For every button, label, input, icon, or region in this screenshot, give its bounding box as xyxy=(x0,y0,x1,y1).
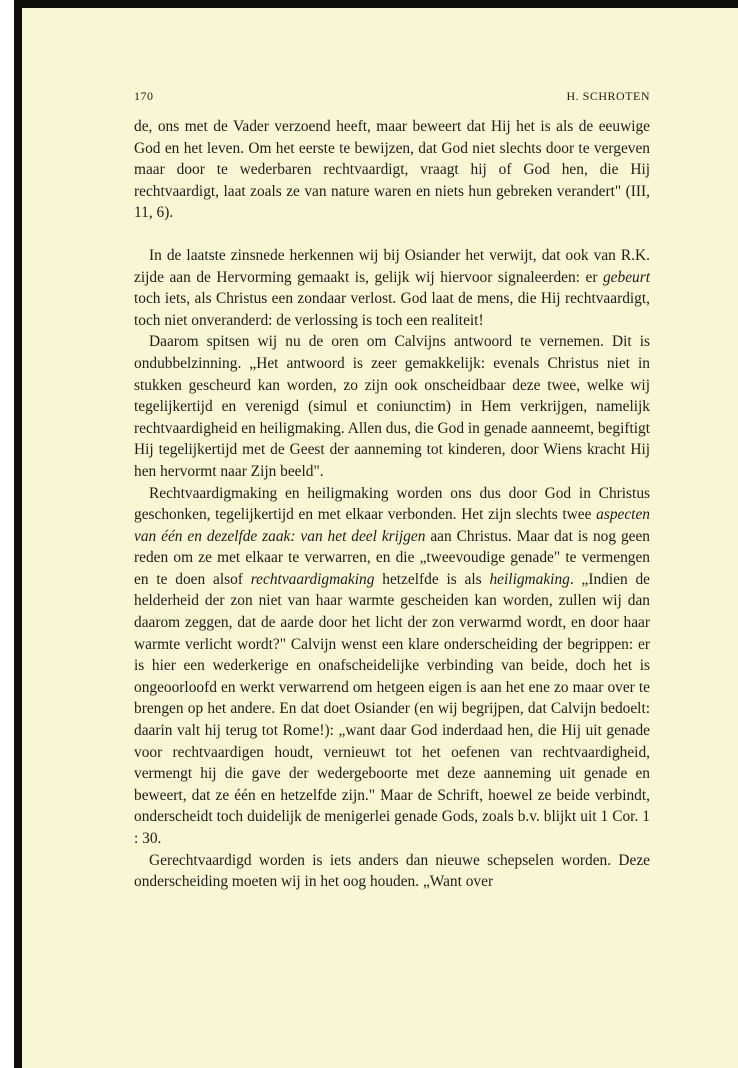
text-run: toch iets, als Christus een zondaar verlost. God laat de mens, die Hij rechtvaardigt, toch niet onveranderd: de verlossing is toch een realiteit! xyxy=(134,290,650,329)
paragraph xyxy=(134,850,650,893)
page-header xyxy=(134,89,650,107)
italic-run: heiligmaking xyxy=(489,570,570,588)
text-run: . „Indien de helderheid der zon niet van haar warmte gescheiden kan worden, zullen wij dan daarom zeggen, dat de aarde door het licht der zon verwarmd wordt, en door haar warmte verlicht wordt?" Calvijn wenst een klare onderscheiding der begrippen: er is hier een wederkerige en onafscheidelijke verbinding van beide, doch het is ongeoorloofd en werkt verwarrend om hetgeen eigen is aan het ene zo maar over te brengen op het andere. En dat doet Osiander (en wij begrijpen, dat Calvijn bedoelt: daarin valt hij terug tot Rome!): „want daar God inderdaad hen, die Hij uit genade voor rechtvaardigen houdt, vernieuwt tot het oefenen van rechtvaardigheid, vermengt hij die gave der wedergeboorte met deze aanneming uit genade en beweert, dat ze één en hetzelfde zijn." Maar de Schrift, hoewel ze beide verbindt, onderscheidt toch duidelijk de menigerlei genade Gods, zoals b.v. blijkt uit 1 Cor. 1 : 30. xyxy=(134,570,651,847)
page-number: 170 xyxy=(134,89,154,103)
scan-top-edge xyxy=(14,0,738,8)
running-head: H. SCHROTEN xyxy=(566,89,650,103)
paragraph-gap xyxy=(134,224,650,245)
italic-run: rechtvaardigmaking xyxy=(250,570,375,588)
italic-run: aspecten van één en dezelfde zaak: van het deel krijgen xyxy=(134,506,650,545)
paragraph xyxy=(134,331,650,482)
text-run: Daarom spitsen wij nu de oren om Calvijns antwoord te vernemen. Dit is ondubbelzinning. „Het antwoord is zeer gemakkelijk: evenals Christus niet in stukken gescheurd kan worden, zo zijn ook onscheidbaar deze twee, welke wij tegelijkertijd en verenigd (simul et coniunctim) in Hem verkrijgen, namelijk rechtvaardigheid en heiligmaking. Allen dus, die God in genade aanneemt, begiftigt Hij tegelijkertijd met de Geest der aanneming tot kinderen, door Wiens kracht Hij hen hervormt naar Zijn beeld". xyxy=(134,333,650,480)
scan-outer-margin xyxy=(0,0,14,1068)
paragraph xyxy=(134,245,650,331)
paragraph xyxy=(134,116,650,224)
scan-left-edge xyxy=(14,0,22,1068)
text-run: hetzelfde is als xyxy=(374,570,490,588)
text-run: Rechtvaardigmaking en heiligmaking worden ons dus door God in Christus geschonken, tegelijkertijd en met elkaar verbonden. Het zijn slechts twee xyxy=(134,484,650,524)
italic-run: gebeurt xyxy=(602,268,650,286)
text-run: aan Christus. Maar dat is nog geen reden om ze met elkaar te verwarren, en die „tweevoudige genade" te vermengen en te doen alsof xyxy=(134,527,650,588)
text-run: Gerechtvaardigd worden is iets anders dan nieuwe schepselen worden. Deze onderscheiding moeten wij in het oog houden. „Want over xyxy=(134,851,650,891)
paragraph xyxy=(134,483,650,850)
text-run: de, ons met de Vader verzoend heeft, maar beweert dat Hij het is als de eeuwige God en het leven. Om het eerste te bewijzen, dat God niet slechts door te vergeven maar door te wederbaren rechtvaardigt, vraagt hij of God hen, die Hij rechtvaardigt, laat zoals ze van nature waren en niets hun gebreken verandert" (III, 11, 6). xyxy=(134,118,650,222)
body-text xyxy=(134,116,650,893)
text-run: In de laatste zinsnede herkennen wij bij Osiander het verwijt, dat ook van R.K. zijde aan de Hervorming gemaakt is, gelijk wij hiervoor signaleerden: er xyxy=(134,246,650,286)
